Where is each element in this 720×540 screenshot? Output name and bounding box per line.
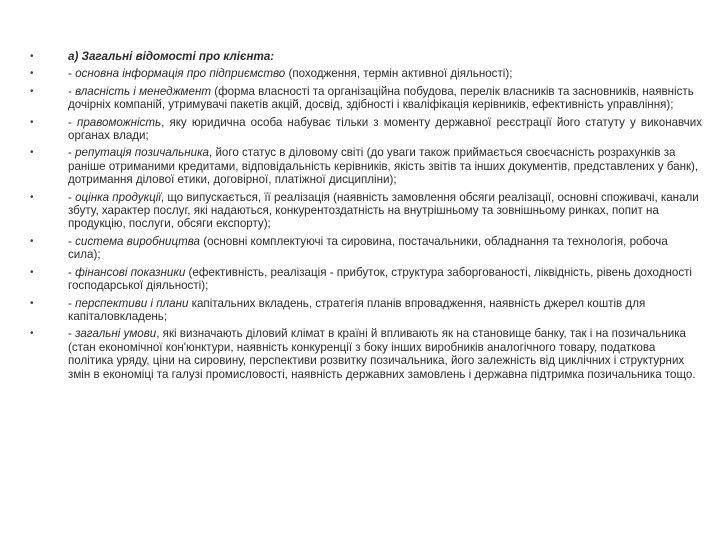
item-term: основна інформація про підприємство [75,67,286,81]
item-text: капітальних вкладень, стратегія планів впровадження, наявність джерел коштів для капіталовкладень; [68,296,646,323]
item-text: (основні комплектуючі та сировина, постачальники, обладнання та технологія, робоча сила); [68,234,668,262]
item-prefix: - [68,327,76,341]
bullet-icon: • [30,191,34,203]
item-text: , яку юридична особа набуває тільки з моменту державної реєстрації його статуту у виконавчих органах влади; [68,115,702,143]
item-term: загальні умови [75,327,157,341]
item-term: правоможність [76,115,162,129]
list-item [30,67,702,80]
item-prefix: - [68,115,77,129]
item-term: оцінка продукції [75,190,161,204]
item-term: фінансові показники [75,265,186,279]
content-area [30,50,702,385]
item-term: власність і менеджмент [75,84,211,98]
item-prefix: - [68,67,76,81]
bullet-icon: • [30,68,34,80]
item-term: репутація позичальника [75,146,209,160]
item-text: , що випускається, її реалізація (наявність замовлення обсяги реалізації, основні споживачі, канали збуту, характер послуг, які надаються, конкурентоздатність на внутрішньому та зовнішньому ринках, попит на продукцію, послуги, обсяги експорту); [68,190,699,231]
bullet-icon: • [30,116,34,128]
item-prefix: - [68,296,76,310]
list-item [30,191,702,231]
item-prefix: - [68,234,76,248]
item-term: система виробництва [75,234,201,248]
section-heading: а) Загальні відомості про клієнта: [68,50,275,63]
list-item [30,235,702,262]
list-item [30,50,702,63]
item-text: (ефективність, реалізація - прибуток, структура заборгованості, ліквідність, рівень доходності господарської діяльності); [68,265,693,293]
item-prefix: - [68,84,76,98]
item-prefix: - [68,265,76,279]
list-item [30,297,702,324]
item-text: (походження, термін активної діяльності); [285,67,513,81]
item-term: перспективи і плани [75,296,189,310]
list-item [30,85,702,112]
list-item [30,327,702,381]
bullet-icon: • [30,266,34,278]
bullet-icon: • [30,147,34,159]
list-item [30,146,702,186]
list-item [30,116,702,143]
bullet-list [30,50,702,381]
item-text: (форма власності та організаційна побудова, перелік власників та засновників, наявність дочірніх компаній, утримувачі пакетів акцій, досвід, здібності і кваліфікація керівників, ефективність управління); [68,84,694,112]
item-prefix: - [68,190,76,204]
item-text: , його статус в діловому світі (до уваги також приймається своєчасність розрахунків за раніше отриманими кредитами, відповідальність керівників, якість звітів та інших документів, представлених у банк), дотримання ділової етики, договірної, платіжної дисципліни); [68,146,699,187]
bullet-icon: • [30,85,34,97]
bullet-icon: • [30,328,34,340]
bullet-icon: • [30,51,34,62]
item-text: , які визначають діловий клімат в країні й впливають як на становище банку, так і на позичальника (стан економічної кон'юнктури, наявність конкуренції з боку інших виробників аналогічного товару, податкова політика уряду, ціни на сировину, перспективи розвитку позичальника, його залежність від циклічних і структурних змін в економіці та галузі промисловості, наявність державних замовлень і державна підтримка позичальника тощо. [68,327,696,381]
item-prefix: - [68,146,76,160]
list-item [30,266,702,293]
bullet-icon: • [30,297,34,309]
bullet-icon: • [30,235,34,247]
